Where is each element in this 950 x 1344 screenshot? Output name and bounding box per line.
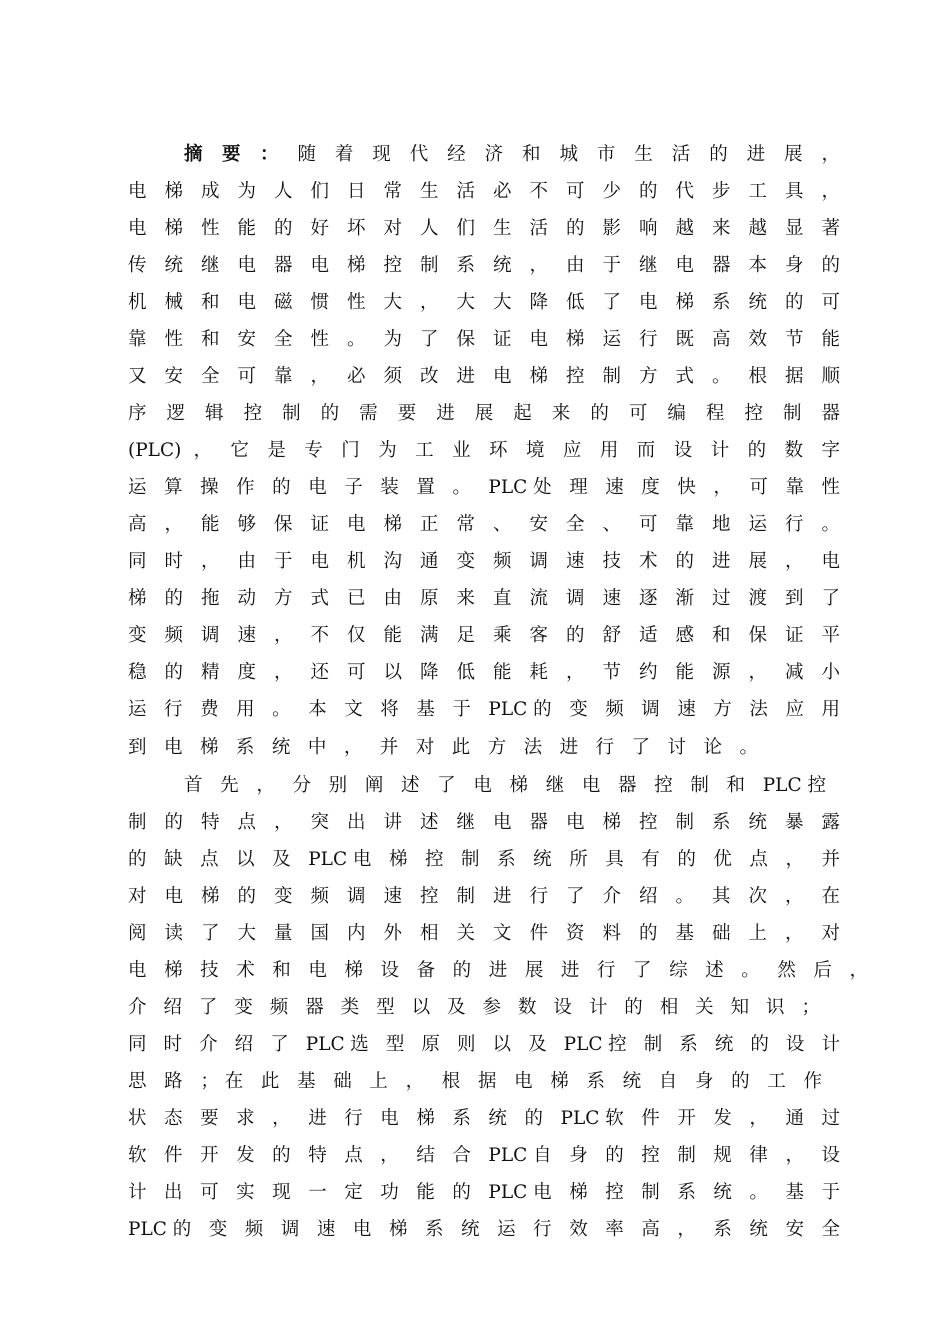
text-line: 传 统 继 电 器 电 梯 控 制 系 统 ， 由 于 继 电 器 本 身 的 [128,255,840,276]
text-line: 变 频 调 速 ， 不 仅 能 满 足 乘 客 的 舒 适 感 和 保 证 平 [128,625,840,646]
text-line: 制 的 特 点 ， 突 出 讲 述 继 电 器 电 梯 控 制 系 统 暴 露 [128,812,840,833]
paragraph-last-line: 到 电 梯 系 统 中 ， 并 对 此 方 法 进 行 了 讨 论 。 [128,737,758,758]
text-line: 同 时 介 绍 了 PLC选 型 原 则 以 及 PLC控 制 系 统 的 设 计 [128,1034,840,1055]
text-line: 阅 读 了 大 量 国 内 外 相 关 文 件 资 料 的 基 础 上 ， 对 [128,923,840,944]
text-line: 机 械 和 电 磁 惯 性 大 ， 大 大 降 低 了 电 梯 系 统 的 可 [128,292,840,313]
abstract-first-line [184,140,840,170]
text-line: 梯 的 拖 动 方 式 已 由 原 来 直 流 调 速 逐 渐 过 渡 到 了 [128,588,840,609]
text-line: 靠 性 和 安 全 性 。 为 了 保 证 电 梯 运 行 既 高 效 节 能 [128,329,840,350]
abstract-text: 随 着 现 代 经 济 和 城 市 生 活 的 进 展 ， [297,144,840,165]
text-line: 对 电 梯 的 变 频 调 速 控 制 进 行 了 介 绍 。 其 次 ， 在 [128,886,840,907]
text-line: PLC的 变 频 调 速 电 梯 系 统 运 行 效 率 高 ， 系 统 安 全 [128,1219,840,1240]
text-line: 电 梯 成 为 人 们 日 常 生 活 必 不 可 少 的 代 步 工 具 ， [128,181,840,202]
text-line: 运 算 操 作 的 电 子 装 置 。 PLC处 理 速 度 快 ， 可 靠 性 [128,477,840,498]
text-line: 序 逻 辑 控 制 的 需 要 进 展 起 来 的 可 编 程 控 制 器 [128,403,840,424]
text-line: 的 缺 点 以 及 PLC电 梯 控 制 系 统 所 具 有 的 优 点 ， 并 [128,849,840,870]
text-line: 状 态 要 求 ， 进 行 电 梯 系 统 的 PLC软 件 开 发 ， 通 过 [128,1108,840,1129]
abstract-label: 摘 要 ： [184,144,286,165]
text-line: 同 时 ， 由 于 电 机 沟 通 变 频 调 速 技 术 的 进 展 ， 电 [128,551,840,572]
text-line: 介 绍 了 变 频 器 类 型 以 及 参 数 设 计 的 相 关 知 识 ； [128,997,820,1018]
text-line: 软 件 开 发 的 特 点 ， 结 合 PLC自 身 的 控 制 规 律 ， 设 [128,1145,840,1166]
text-line: 电 梯 性 能 的 好 坏 对 人 们 生 活 的 影 响 越 来 越 显 著 [128,218,840,239]
paragraph-first-line: 首 先 ， 分 别 阐 述 了 电 梯 继 电 器 控 制 和 PLC控 [184,775,826,796]
text-line: 运 行 费 用 。 本 文 将 基 于 PLC的 变 频 调 速 方 法 应 用 [128,699,840,720]
text-line: 思 路 ；在 此 基 础 上 ， 根 据 电 梯 系 统 自 身 的 工 作 [128,1071,822,1092]
text-line: 计 出 可 实 现 一 定 功 能 的 PLC电 梯 控 制 系 统 。 基 于 [128,1182,840,1203]
text-line: (PLC) ， 它 是 专 门 为 工 业 环 境 应 用 而 设 计 的 数 字 [128,440,840,461]
text-line: 高 ， 能 够 保 证 电 梯 正 常 、 安 全 、 可 靠 地 运 行 。 [128,514,840,535]
text-line: 电 梯 技 术 和 电 梯 设 备 的 进 展 进 行 了 综 述 。 然 后 ， [128,960,868,981]
text-line: 又 安 全 可 靠 ， 必 须 改 进 电 梯 控 制 方 式 。 根 据 顺 [128,366,840,387]
text-line: 稳 的 精 度 ， 还 可 以 降 低 能 耗 ， 节 约 能 源 ， 减 小 [128,662,840,683]
